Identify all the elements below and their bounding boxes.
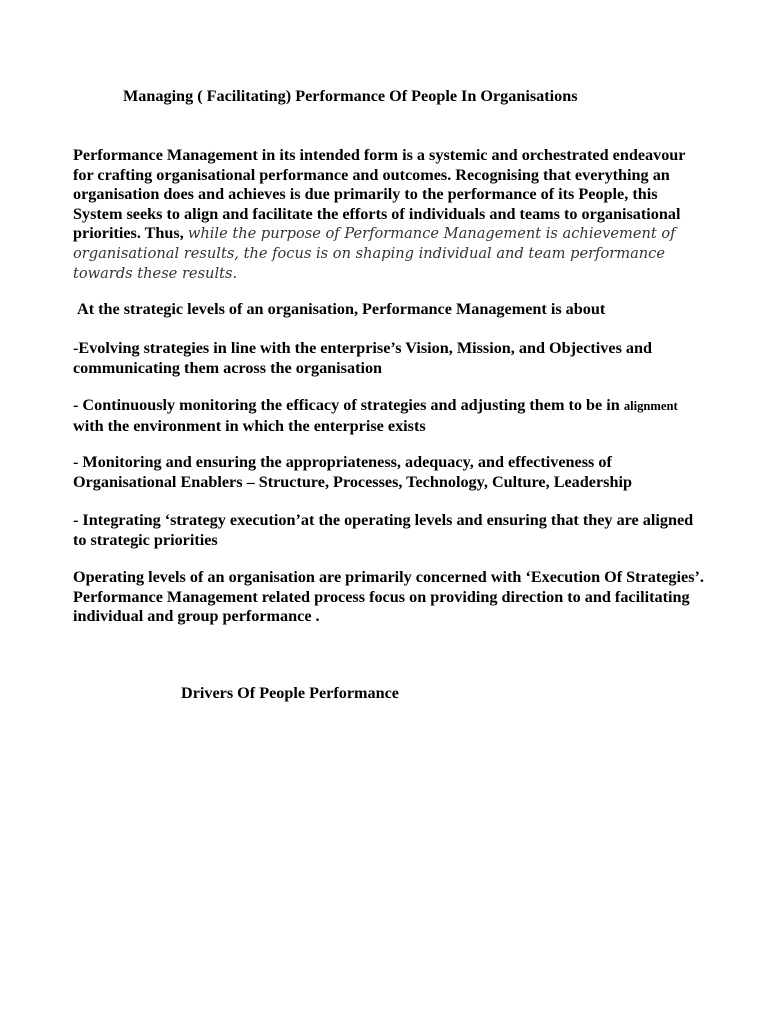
bullet-text-small: alignment <box>623 399 678 413</box>
bullet-text-part: - Continuously monitoring the efficacy of strategies and adjusting them to be in <box>73 396 624 414</box>
bullet-text-part: with the environment in which the enterprise exists <box>73 416 426 435</box>
strategic-levels-intro: At the strategic levels of an organisation, Performance Management is about <box>77 300 606 318</box>
document-title: Managing ( Facilitating) Performance Of People In Organisations <box>123 87 578 105</box>
intro-italic-text: while the purpose of Performance Management is achievement of organisational results, the focus is on shaping individual and team performance towards these results. <box>73 225 676 282</box>
section-subheading: Drivers Of People Performance <box>181 684 399 702</box>
intro-paragraph <box>73 146 703 283</box>
operating-levels-paragraph: Operating levels of an organisation are primarily concerned with ‘Execution Of Strategies’. Performance Management related process focus on providing direction to and facilitating individual and group performance . <box>73 568 704 626</box>
bullet-strategy-execution: - Integrating ‘strategy execution’at the operating levels and ensuring that they are aligned to strategic priorities <box>73 511 694 549</box>
bullet-organisational-enablers: - Monitoring and ensuring the appropriateness, adequacy, and effectiveness of Organisational Enablers – Structure, Processes, Technology, Culture, Leadership <box>73 453 632 491</box>
bullet-monitoring-efficacy <box>73 396 703 436</box>
intro-text: Performance Management in its intended form is a systemic and orchestrated endeavour for crafting organisational performance and outcomes. Recognising that everything an organisation does and achieves is due primarily to the performance of its People, this System seeks to align and facilitate the efforts of individuals and teams to organisational priorities. Thus, <box>73 146 686 243</box>
bullet-evolving-strategies: -Evolving strategies in line with the enterprise’s Vision, Mission, and Objectives and communicating them across the organisation <box>73 339 653 377</box>
